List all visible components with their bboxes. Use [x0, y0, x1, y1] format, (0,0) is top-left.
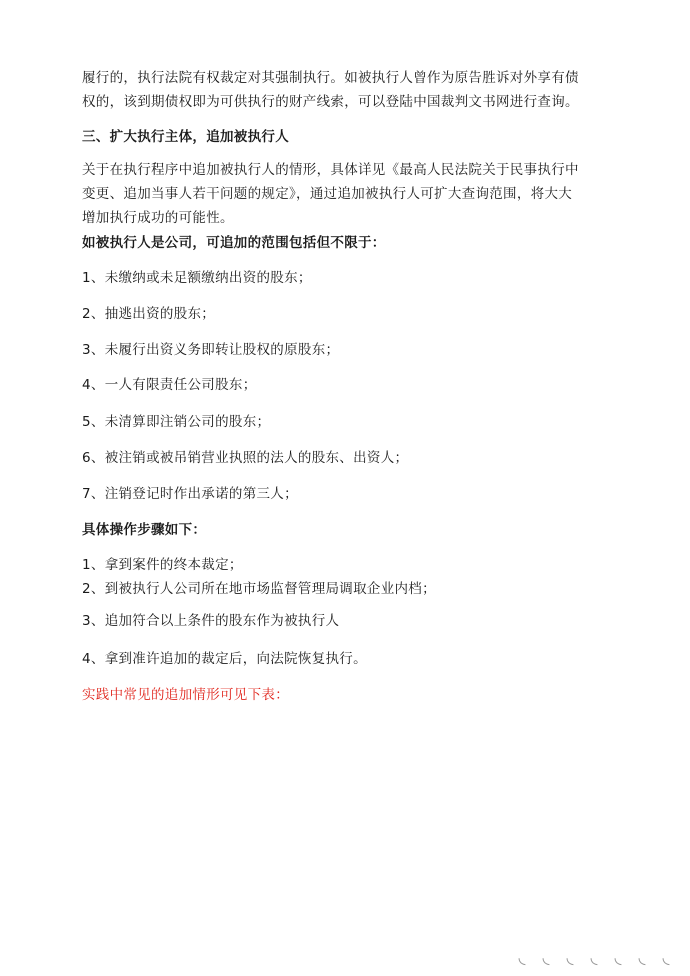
watermark-glyph-icon: ◟: [566, 947, 574, 968]
list-item: 6、被注销或被吊销营业执照的法人的股东、出资人；: [82, 450, 409, 466]
list-item: 2、抽逃出资的股东；: [82, 306, 216, 322]
watermark-glyph-icon: ◟: [614, 947, 622, 968]
watermark: [512, 948, 676, 968]
list-item: 2、到被执行人公司所在地市场监督管理局调取企业内档；: [82, 581, 436, 597]
red-note-text: 实践中常见的追加情形可见下表：: [82, 687, 289, 703]
watermark-glyph-icon: ◟: [542, 947, 550, 968]
company-item: [82, 446, 622, 470]
list-item: 4、一人有限责任公司股东；: [82, 377, 257, 393]
section-heading: [82, 125, 622, 149]
company-item: [82, 373, 622, 397]
list-item: 4、拿到准许追加的裁定后，向法院恢复执行。: [82, 651, 367, 667]
section-heading-text: 三、扩大执行主体，追加被执行人: [82, 129, 289, 145]
steps-list-top: [82, 553, 622, 601]
company-scope-heading: [82, 231, 622, 255]
company-item: [82, 410, 622, 434]
company-scope-heading-text: 如被执行人是公司，可追加的范围包括但不限于：: [82, 235, 386, 251]
list-item: 5、未清算即注销公司的股东；: [82, 414, 271, 430]
list-item: 1、拿到案件的终本裁定；: [82, 557, 243, 573]
company-item: [82, 482, 622, 506]
step-item: [82, 647, 622, 671]
list-item: 3、未履行出资义务即转让股权的原股东；: [82, 342, 340, 358]
list-item: 7、注销登记时作出承诺的第三人；: [82, 486, 298, 502]
paragraph-execution-clue: [82, 66, 622, 114]
watermark-glyph-icon: ◟: [518, 947, 526, 968]
steps-heading: [82, 518, 622, 542]
watermark-glyph-icon: ◟: [662, 947, 670, 968]
watermark-glyph-icon: ◟: [590, 947, 598, 968]
company-item: [82, 302, 622, 326]
steps-heading-text: 具体操作步骤如下：: [82, 522, 207, 538]
paragraph-line: 权的，该到期债权即为可供执行的财产线索，可以登陆中国裁判文书网进行查询。: [82, 94, 579, 110]
paragraph-line: 履行的，执行法院有权裁定对其强制执行。如被执行人曾作为原告胜诉对外享有债: [82, 70, 579, 86]
list-item: 3、追加符合以上条件的股东作为被执行人: [82, 613, 340, 629]
red-note: [82, 683, 622, 707]
watermark-glyph-icon: ◟: [638, 947, 646, 968]
paragraph-add-executed-person: [82, 158, 622, 230]
paragraph-line: 增加执行成功的可能性。: [82, 210, 234, 226]
company-item: [82, 338, 622, 362]
step-item: [82, 609, 622, 633]
list-item: 1、未缴纳或未足额缴纳出资的股东；: [82, 270, 312, 286]
company-item: [82, 266, 622, 290]
paragraph-line: 变更、追加当事人若干问题的规定》，通过追加被执行人可扩大查询范围，将大大: [82, 186, 573, 202]
paragraph-line: 关于在执行程序中追加被执行人的情形，具体详见《最高人民法院关于民事执行中: [82, 162, 579, 178]
